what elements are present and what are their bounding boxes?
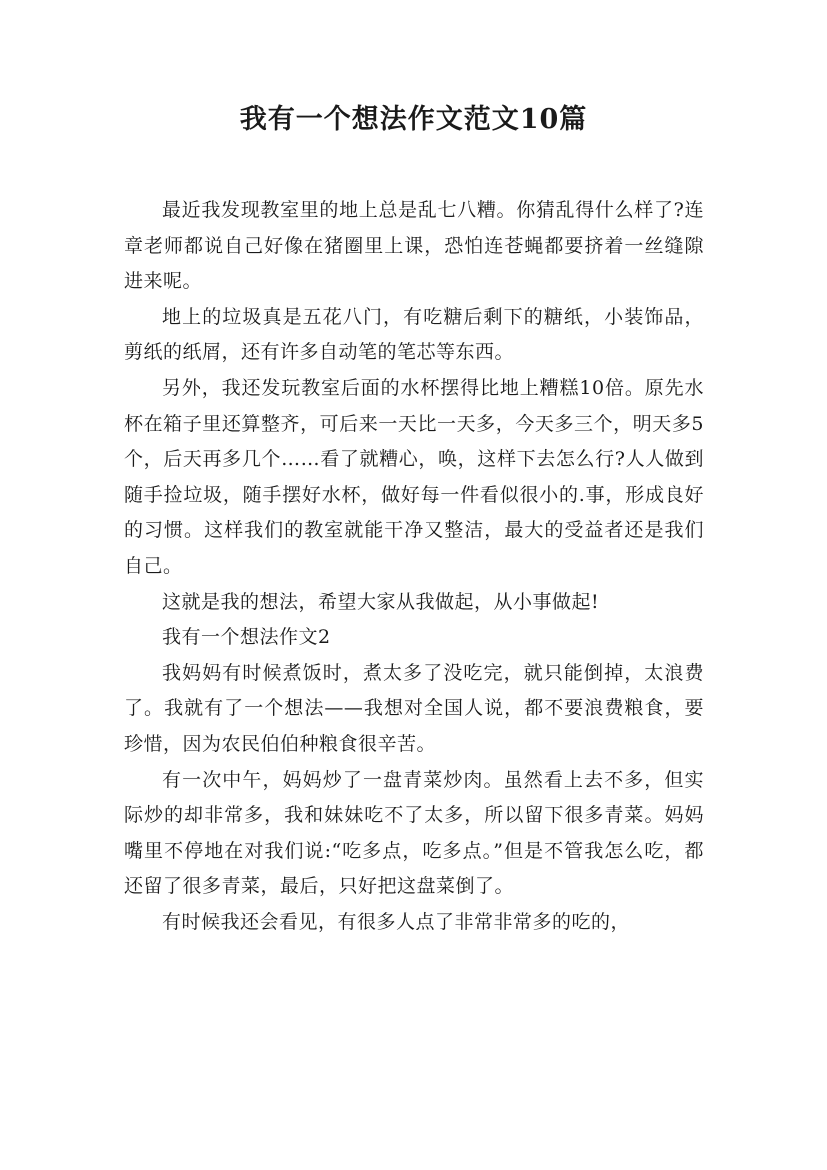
paragraph: 最近我发现教室里的地上总是乱七八糟。你猜乱得什么样了?连章老师都说自己好像在猪圈里上课，恐怕连苍蝇都要挤着一丝缝隙进来呢。 xyxy=(124,199,704,293)
paragraph: 有时候我还会看见，有很多人点了非常非常多的吃的， xyxy=(162,910,631,933)
paragraph: 有一次中午，妈妈炒了一盘青菜炒肉。虽然看上去不多，但实际炒的却非常多，我和妹妹吃不了太多，所以留下很多青菜。妈妈嘴里不停地在对我们说:“吃多点，吃多点。”但是不管我怎么吃，都还留了很多青菜，最后，只好把这盘菜倒了。 xyxy=(124,768,704,898)
paragraph: 这就是我的想法，希望大家从我做起，从小事做起! xyxy=(162,590,600,613)
document-body xyxy=(124,193,704,940)
document-title: 我有一个想法作文范文10篇 xyxy=(239,104,588,135)
paragraph: 地上的垃圾真是五花八门，有吃糖后剩下的糖纸，小装饰品，剪纸的纸屑，还有许多自动笔的笔芯等东西。 xyxy=(124,305,704,364)
paragraph: 我妈妈有时候煮饭时，煮太多了没吃完，就只能倒掉，太浪费了。我就有了一个想法——我想对全国人说，都不要浪费粮食，要珍惜，因为农民伯伯种粮食很辛苦。 xyxy=(124,661,704,755)
paragraph: 另外，我还发玩教室后面的水杯摆得比地上糟糕10倍。原先水杯在箱子里还算整齐，可后来一天比一天多，今天多三个，明天多5个，后天再多几个……看了就糟心，唤，这样下去怎么行?人人做到随手捡垃圾，随手摆好水杯，做好每一件看似很小的.事，形成良好的习惯。这样我们的教室就能干净又整洁，最大的受益者还是我们自己。 xyxy=(124,376,704,577)
section-heading: 我有一个想法作文2 xyxy=(162,626,331,649)
